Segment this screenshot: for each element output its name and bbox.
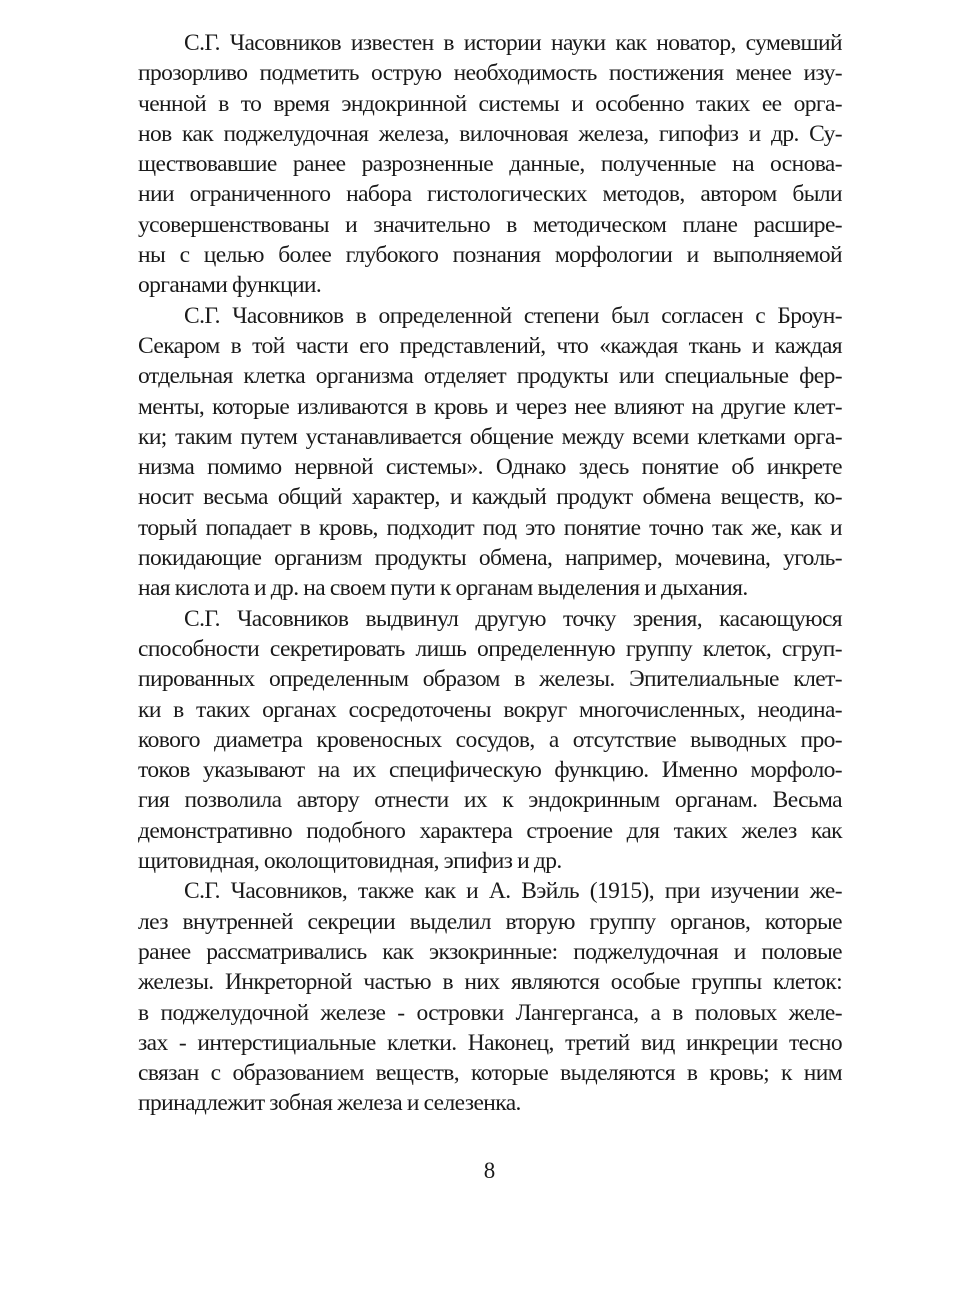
text-line: лез внутренней секреции выделил вторую группу органов, которые	[138, 908, 842, 935]
text-line: ранее рассматривались как экзокринные: поджелудочная и половые	[138, 938, 842, 965]
text-line: С.Г. Часовников выдвинул другую точку зрения, касающуюся	[184, 605, 842, 632]
page-number: 8	[483, 1158, 496, 1183]
text-line: Секаром в той части его представлений, что «каждая ткань и каждая	[138, 332, 842, 359]
text-line: усовершенствованы и значительно в методическом плане расшире-	[138, 211, 842, 238]
text-line: способности секретировать лишь определенную группу клеток, сгруп-	[138, 635, 842, 662]
text-line: отдельная клетка организма отделяет продукты или специальные фер-	[138, 363, 842, 390]
text-line: пированных определенным образом в железы. Эпителиальные клет-	[138, 666, 842, 693]
text-line: С.Г. Часовников известен в истории науки как новатор, сумевший	[184, 30, 842, 56]
text-line: в поджелудочной железе - островки Лангерганса, а в половых желе-	[138, 999, 842, 1026]
text-line: токов указывают на их специфическую функцию. Именно морфоло-	[138, 757, 842, 784]
text-line: ны с целью более глубокого познания морфологии и выполняемой	[138, 242, 842, 269]
text-line: демонстративно подобного характера строение для таких желез как	[138, 817, 842, 844]
text-line: С.Г. Часовников в определенной степени был согласен с Броун-	[184, 302, 842, 329]
text-line: покидающие организм продукты обмена, например, мочевина, уголь-	[138, 545, 842, 572]
paragraph	[138, 301, 842, 604]
text-line: щитовидная, околощитовидная, эпифиз и др.	[138, 848, 562, 875]
text-line: связан с образованием веществ, которые выделяются в кровь; к ним	[138, 1060, 842, 1087]
text-line: прозорливо подметить острую необходимость постижения менее изу-	[138, 60, 842, 87]
text-line: ная кислота и др. на своем пути к органам выделения и дыхания.	[138, 575, 748, 602]
text-line: ки в таких органах сосредоточены вокруг многочисленных, неодина-	[138, 696, 842, 723]
text-line: зах - интерстициальные клетки. Наконец, третий вид инкреции тесно	[138, 1029, 842, 1056]
paragraph	[138, 604, 842, 877]
text-line: принадлежит зобная железа и селезенка.	[138, 1090, 521, 1117]
text-line: нов как поджелудочная железа, вилочновая железа, гипофиз и др. Су-	[138, 120, 842, 147]
text-line: ществовавшие ранее разрозненные данные, полученные на основа-	[138, 151, 842, 178]
text-line: ченной в то время эндокринной системы и особенно таких ее орга-	[138, 90, 842, 117]
body-text	[138, 28, 842, 1119]
text-line: нии ограниченного набора гистологических методов, автором были	[138, 181, 842, 208]
text-line: кового диаметра кровеносных сосудов, а отсутствие выводных про-	[138, 726, 842, 753]
text-line: низма помимо нервной системы». Однако здесь понятие об инкрете	[138, 454, 842, 481]
paragraph	[138, 876, 842, 1118]
text-line: С.Г. Часовников, также как и А. Вэйль (1915), при изучении же-	[184, 878, 842, 905]
text-line: органами функции.	[138, 272, 322, 299]
text-line: гия позволила автору отнести их к эндокринным органам. Весьма	[138, 787, 842, 814]
text-line: менты, которые изливаются в кровь и через нее влияют на другие клет-	[138, 393, 842, 420]
text-line: носит весьма общий характер, и каждый продукт обмена веществ, ко-	[138, 484, 842, 511]
text-line: торый попадает в кровь, подходит под это понятие точно так же, как и	[138, 514, 842, 541]
text-line: железы. Инкреторной частью в них являются особые группы клеток:	[138, 969, 842, 996]
paragraph	[138, 28, 842, 301]
text-line: ки; таким путем устанавливается общение между всеми клетками орга-	[138, 423, 842, 450]
